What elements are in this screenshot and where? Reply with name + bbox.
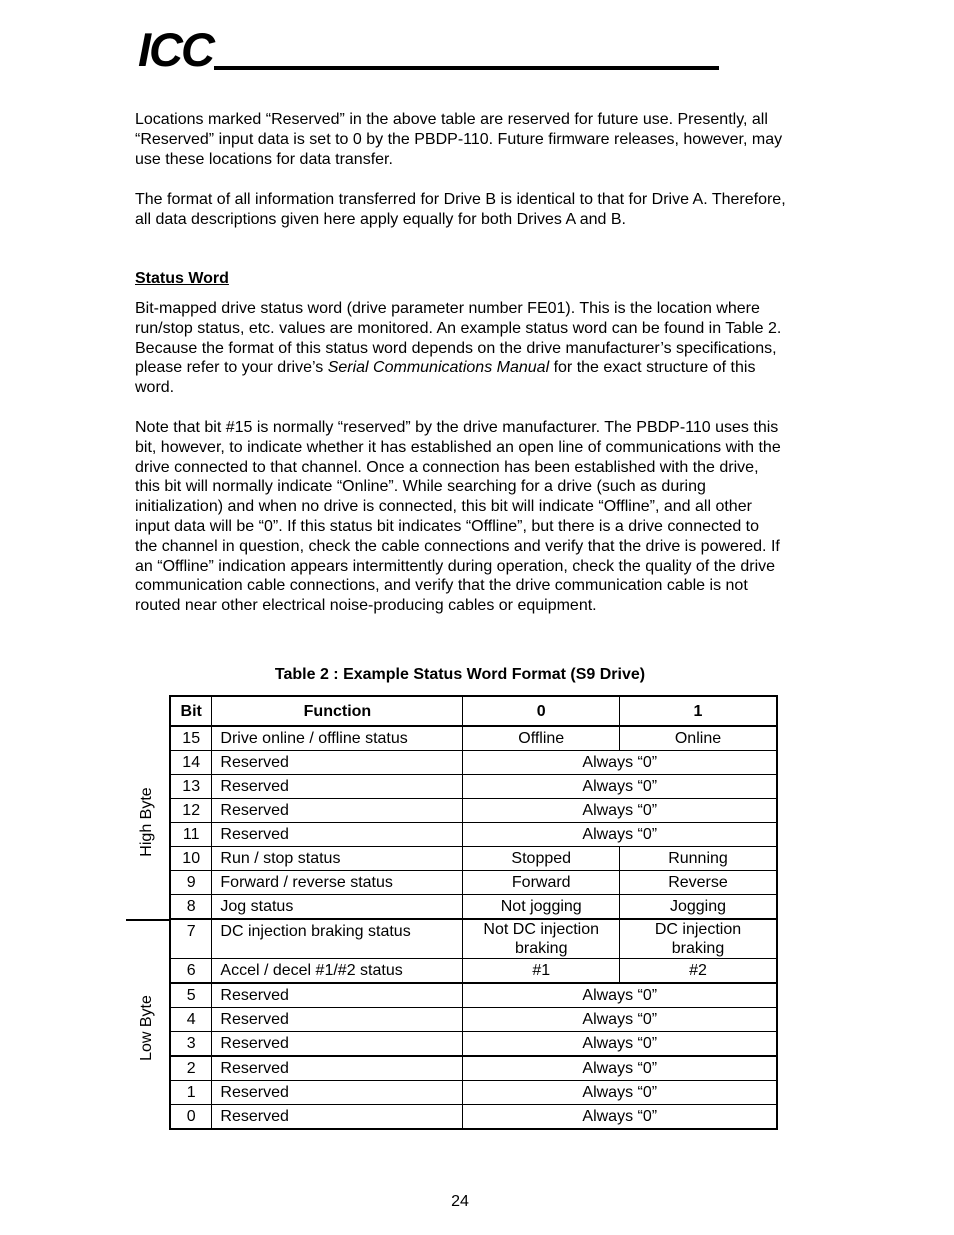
merged-value-cell: Always “0” (463, 751, 777, 775)
bit-cell: 1 (170, 1081, 212, 1105)
status-word-paragraph-2: Note that bit #15 is normally “reserved” by the drive manufacturer. The PBDP-110 uses this bit, however, to indicate whether it has established an open line of communications with the drive connected to that channel. Once a connection has been established with the drive, this bit will normally indicate “Online”. While searching for a drive (such as during initialization) and when no drive is connected, this bit will indicate “Offline”, and all other input data will be “0”. If this status bit indicates “Offline”, but there is a drive connected to the channel in question, check the cable connections and verify that the drive is powered. If an “Offline” indication appears intermittently during operation, check the quality of the drive communication cable connections, and verify that the drive communication cable is not routed near other electrical noise-producing cables or equipment. (135, 419, 781, 615)
function-cell: Reserved (212, 1081, 463, 1105)
function-cell: Reserved (212, 751, 463, 775)
merged-value-cell: Always “0” (463, 799, 777, 823)
value-zero-cell: Forward (463, 871, 620, 895)
bit-cell: 14 (170, 751, 212, 775)
table-row (170, 1081, 777, 1105)
merged-value-cell: Always “0” (463, 1008, 777, 1032)
table-row (170, 871, 777, 895)
merged-value-cell: Always “0” (463, 1105, 777, 1130)
bit-cell: 4 (170, 1008, 212, 1032)
value-one-cell (619, 919, 777, 959)
function-cell: Drive online / offline status (212, 726, 463, 751)
status-word-p1-text: Bit-mapped drive status word (drive parameter number FE01). This is the location where run/stop status, etc. values are monitored. An example status word can be found in Table 2. Because the format of this status word depends on the drive manufacturer’s specifications, please refer to your drive’s (135, 300, 782, 377)
table-row (170, 726, 777, 751)
page-number: 24 (451, 1193, 469, 1210)
function-cell: Accel / decel #1/#2 status (212, 959, 463, 984)
value-zero-line-2: braking (514, 940, 568, 957)
function-cell: Reserved (212, 1056, 463, 1081)
function-cell: Jog status (212, 895, 463, 920)
table-row (170, 1032, 777, 1057)
function-cell: Forward / reverse status (212, 871, 463, 895)
bit-cell: 2 (170, 1056, 212, 1081)
bit-cell: 12 (170, 799, 212, 823)
merged-value-cell: Always “0” (463, 823, 777, 847)
function-cell: Reserved (212, 823, 463, 847)
value-zero-cell: #1 (463, 959, 620, 984)
value-one-cell: Reverse (619, 871, 777, 895)
merged-value-cell: Always “0” (463, 1032, 777, 1057)
table-header-row (170, 696, 777, 726)
table-row (170, 799, 777, 823)
status-word-table (169, 695, 778, 1130)
table-row (170, 847, 777, 871)
merged-value-cell: Always “0” (463, 1056, 777, 1081)
table-row (170, 919, 777, 959)
icc-logo: ICC (138, 23, 213, 76)
table-caption: Table 2 : Example Status Word Format (S9 Drive) (274, 666, 646, 683)
manual-title: Serial Communications Manual (327, 359, 550, 377)
table-row (170, 895, 777, 920)
value-one-cell: #2 (619, 959, 777, 984)
value-one-cell: Running (619, 847, 777, 871)
header-function: Function (212, 696, 463, 726)
value-zero-cell: Not jogging (463, 895, 620, 920)
value-zero-line-1: Not DC injection (483, 921, 600, 938)
table-row (170, 751, 777, 775)
function-cell: Reserved (212, 1008, 463, 1032)
bit-cell: 0 (170, 1105, 212, 1130)
header-rule (214, 66, 719, 70)
function-cell: Reserved (212, 775, 463, 799)
header-bit: Bit (170, 696, 212, 726)
merged-value-cell: Always “0” (463, 1081, 777, 1105)
table-row (170, 1105, 777, 1130)
intro-paragraph-2: The format of all information transferred for Drive B is identical to that for Drive A. Therefore, all data descriptions given here apply equally for both Drives A and B. (135, 191, 786, 228)
byte-divider (126, 919, 170, 921)
status-word-p1-end: for the exact structure of this word. (135, 359, 756, 397)
intro-paragraph-1: Locations marked “Reserved” in the above table are reserved for future use. Presently, all “Reserved” input data is set to 0 by the PBDP-110. Future firmware releases, however, may use these locations for data transfer. (135, 111, 783, 168)
bit-cell: 13 (170, 775, 212, 799)
value-one-cell: Jogging (619, 895, 777, 920)
bit-cell: 9 (170, 871, 212, 895)
section-title: Status Word (135, 270, 229, 287)
low-byte-label: Low Byte (138, 995, 155, 1061)
value-zero-cell (463, 919, 620, 959)
function-cell: Reserved (212, 1032, 463, 1057)
header-zero: 0 (463, 696, 620, 726)
high-byte-label: High Byte (138, 787, 155, 857)
value-one-cell: Online (619, 726, 777, 751)
table-row (170, 1056, 777, 1081)
function-cell: Run / stop status (212, 847, 463, 871)
table-row (170, 983, 777, 1008)
bit-cell: 7 (170, 919, 212, 959)
table-row (170, 959, 777, 984)
value-zero-cell: Offline (463, 726, 620, 751)
header-one: 1 (619, 696, 777, 726)
bit-cell: 3 (170, 1032, 212, 1057)
table-row (170, 1008, 777, 1032)
function-cell: DC injection braking status (212, 919, 463, 959)
bit-cell: 10 (170, 847, 212, 871)
bit-cell: 11 (170, 823, 212, 847)
status-word-paragraph-1 (135, 299, 795, 398)
bit-cell: 6 (170, 959, 212, 984)
value-one-line-1: DC injection (654, 921, 742, 938)
merged-value-cell: Always “0” (463, 775, 777, 799)
value-one-line-2: braking (671, 940, 725, 957)
bit-cell: 5 (170, 983, 212, 1008)
function-cell: Reserved (212, 983, 463, 1008)
value-zero-cell: Stopped (463, 847, 620, 871)
merged-value-cell: Always “0” (463, 983, 777, 1008)
bit-cell: 8 (170, 895, 212, 920)
function-cell: Reserved (212, 799, 463, 823)
table-row (170, 775, 777, 799)
table-row (170, 823, 777, 847)
function-cell: Reserved (212, 1105, 463, 1130)
bit-cell: 15 (170, 726, 212, 751)
